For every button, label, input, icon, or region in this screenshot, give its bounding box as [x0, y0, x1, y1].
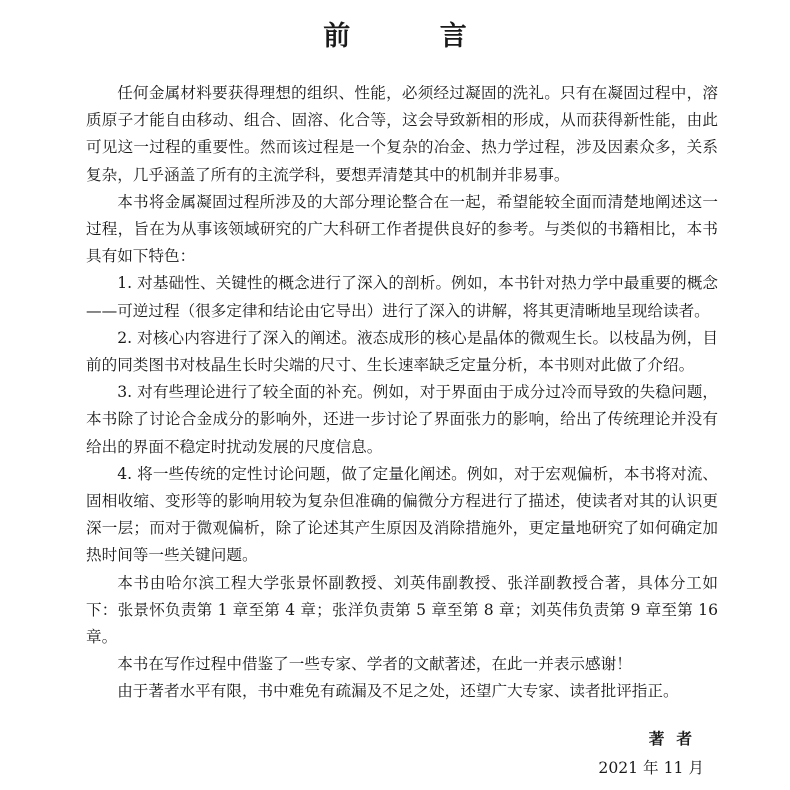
paragraph-feature-4: 4. 将一些传统的定性讨论问题，做了定量化阐述。例如，对于宏观偏析，本书将对流、固相收缩、变形等的影响用较为复杂但准确的偏微分方程进行了描述，使读者对其的认识更深一层；而对于微观偏析，除了论述其产生原因及消除措施外，更定量地研究了如何确定加热时间等一些关键问题。 [86, 464, 718, 565]
paragraph-purpose: 本书将金属凝固过程所涉及的大部分理论整合在一起，希望能较全面而清楚地阐述这一过程，旨在为从事该领域研究的广大科研工作者提供良好的参考。与类似的书籍相比，本书具有如下特色： [86, 192, 718, 266]
paragraph-feature-2: 2. 对核心内容进行了深入的阐述。液态成形的核心是晶体的微观生长。以枝晶为例，目前的同类图书对枝晶生长时尖端的尺寸、生长速率缺乏定量分析，本书则对此做了介绍。 [86, 328, 718, 375]
author-signature: 著者 [648, 729, 704, 748]
paragraph-intro: 任何金属材料要获得理想的组织、性能，必须经过凝固的洗礼。只有在凝固过程中，溶质原子才能自由移动、组合、固溶、化合等，这会导致新相的形成，从而获得新性能，由此可见这一过程的重要性。然而该过程是一个复杂的冶金、热力学过程，涉及因素众多，关系复杂，几乎涵盖了所有的主流学科，要想弄清楚其中的机制并非易事。 [86, 84, 718, 184]
preface-body [86, 80, 718, 706]
date-line: 2021 年 11 月 [598, 759, 704, 777]
paragraph-feature-3: 3. 对有些理论进行了较全面的补充。例如，对于界面由于成分过冷而导致的失稳问题，本书除了讨论合金成分的影响外，还进一步讨论了界面张力的影响，给出了传统理论并没有给出的界面不稳定时扰动发展的尺度信息。 [86, 383, 718, 456]
paragraph-disclaimer: 由于著者水平有限，书中难免有疏漏及不足之处，还望广大专家、读者批评指正。 [117, 682, 679, 701]
paragraph-thanks: 本书在写作过程中借鉴了一些专家、学者的文献著述，在此一并表示感谢！ [117, 655, 632, 674]
paragraph-feature-1: 1. 对基础性、关键性的概念进行了深入的剖析。例如，本书针对热力学中最重要的概念——可逆过程（很多定律和结论由它导出）进行了深入的讲解，将其更清晰地呈现给读者。 [86, 274, 718, 320]
page-title: 前 言 [323, 21, 507, 52]
paragraph-authorship: 本书由哈尔滨工程大学张景怀副教授、刘英伟副教授、张洋副教授合著，具体分工如下：张景怀负责第 1 章至第 4 章；张洋负责第 5 章至第 8 章；刘英伟负责第 9 章至第 16 章。 [86, 573, 718, 647]
